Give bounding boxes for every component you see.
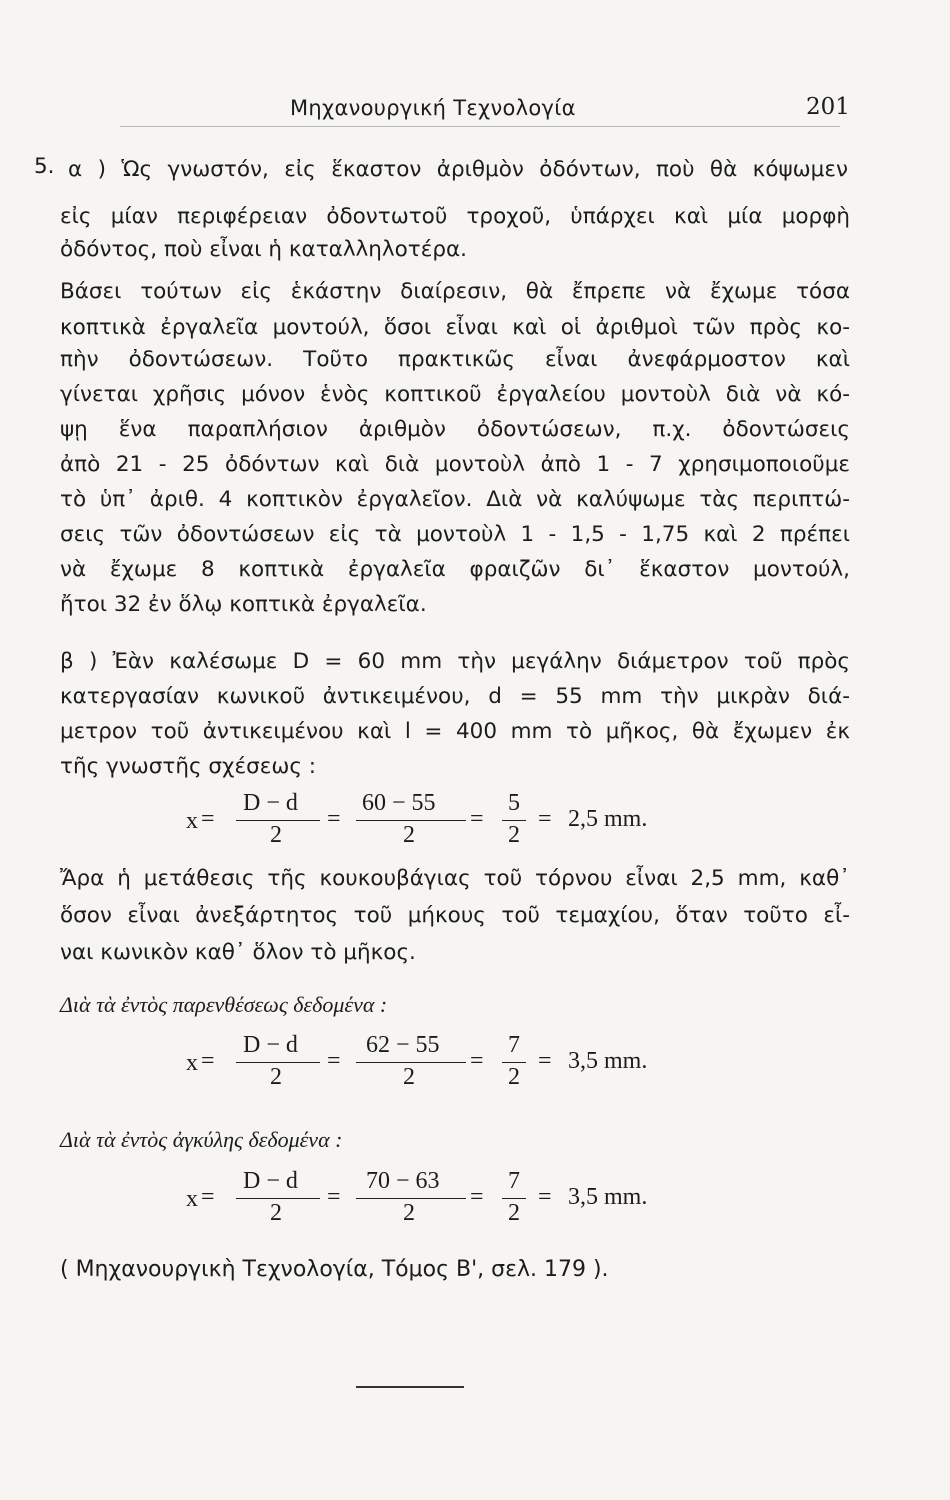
formula-2-frac1-den: 2 (270, 1064, 282, 1090)
part-b-line-4: τῆς γνωστῆς σχέσεως : (60, 754, 317, 779)
formula-2-equals: = (327, 1048, 341, 1074)
page-number: 201 (806, 94, 850, 120)
part-a-line-2: εἰς μίαν περιφέρειαν ὀδοντωτοῦ τροχοῦ, ὑπάρχει καὶ μία μορφὴ (60, 204, 850, 229)
conclusion-line-2: ὅσον εἶναι ἀνεξάρτητος τοῦ μήκους τοῦ τεμαχίου, ὅταν τοῦτο εἶ- (60, 903, 850, 928)
formula-2-frac3-num: 7 (508, 1032, 520, 1058)
part-a-line-12: νὰ ἔχωμε 8 κοπτικὰ ἐργαλεῖα φραιζῶν δι᾿ ἕκαστον μοντούλ, (60, 557, 850, 582)
formula-3 (0, 1166, 950, 1226)
part-a-line-10: τὸ ὑπ᾿ ἀριθ. 4 κοπτικὸν ἐργαλεῖον. Διὰ νὰ καλύψωμε τὰς περιπτώ- (60, 487, 850, 512)
part-a-line-1: α ) Ὡς γνωστόν, εἰς ἕκαστον ἀριθμὸν ὀδόντων, ποὺ θὰ κόψωμεν (68, 157, 848, 182)
part-a-line-13: ἤτοι 32 ἐν ὅλῳ κοπτικὰ ἐργαλεῖα. (60, 592, 427, 617)
formula-3-frac3-num: 7 (508, 1168, 520, 1194)
formula-1 (0, 788, 950, 848)
formula-2-equals: = (470, 1048, 484, 1074)
formula-3-lhs: x (186, 1186, 198, 1212)
formula-2-equals: = (538, 1048, 552, 1074)
formula-2-result: 3,5 mm. (568, 1048, 648, 1074)
conclusion-line-3: ναι κωνικὸν καθ᾿ ὅλον τὸ μῆκος. (60, 940, 416, 965)
formula-3-result: 3,5 mm. (568, 1184, 648, 1210)
part-a-line-7: γίνεται χρῆσις μόνον ἑνὸς κοπτικοῦ ἐργαλείου μοντοὺλ διὰ νὰ κό- (60, 382, 850, 407)
formula-1-equals: = (538, 806, 552, 832)
formula-1-lhs: x (186, 808, 198, 834)
formula-1-frac3-den: 2 (508, 822, 520, 848)
formula-1-frac1-den: 2 (270, 822, 282, 848)
formula-2 (0, 1030, 950, 1090)
formula-3-equals: = (327, 1184, 341, 1210)
formula-3-equals: = (201, 1184, 215, 1210)
part-b-line-3: μετρον τοῦ ἀντικειμένου καὶ l = 400 mm τὸ μῆκος, θὰ ἔχωμεν ἐκ (60, 719, 850, 744)
part-a-line-6: πὴν ὀδοντώσεων. Τοῦτο πρακτικῶς εἶναι ἀνεφάρμοστον καὶ (60, 347, 850, 372)
formula-1-equals: = (327, 806, 341, 832)
part-b-line-1: β ) Ἐὰν καλέσωμε D = 60 mm τὴν μεγάλην διάμετρον τοῦ πρὸς (60, 649, 850, 674)
running-header-title: Μηχανουργική Τεχνολογία (290, 96, 576, 120)
problem-number: 5. (34, 154, 55, 179)
formula-1-equals: = (470, 806, 484, 832)
part-a-line-5: κοπτικὰ ἐργαλεῖα μοντούλ, ὅσοι εἶναι καὶ οἱ ἀριθμοὶ τῶν πρὸς κο- (60, 315, 850, 340)
formula-3-frac3-den: 2 (508, 1200, 520, 1226)
formula-3-equals: = (470, 1184, 484, 1210)
case-parentheses-label: Διὰ τὰ ἐντὸς παρενθέσεως δεδομένα : (60, 992, 388, 1017)
section-end-rule (356, 1386, 464, 1388)
formula-1-frac2-den: 2 (403, 822, 415, 848)
formula-3-frac2-den: 2 (403, 1200, 415, 1226)
formula-2-frac1-num: D − d (243, 1032, 298, 1058)
formula-2-frac2-num: 62 − 55 (366, 1032, 440, 1058)
formula-3-frac1-num: D − d (243, 1168, 298, 1194)
conclusion-line-1: Ἄρα ἡ μετάθεσις τῆς κουκουβάγιας τοῦ τόρνου εἶναι 2,5 mm, καθ᾿ (60, 866, 850, 891)
header-rule (120, 126, 840, 127)
formula-1-result: 2,5 mm. (568, 806, 648, 832)
reference-citation: ( Μηχανουργικὴ Τεχνολογία, Τόμος Β', σελ. 179 ). (60, 1257, 609, 1282)
part-a-line-11: σεις τῶν ὀδοντώσεων εἰς τὰ μοντοὺλ 1 - 1,5 - 1,75 καὶ 2 πρέπει (60, 522, 850, 547)
formula-2-equals: = (201, 1048, 215, 1074)
case-brackets-label: Διὰ τὰ ἐντὸς ἀγκύλης δεδομένα : (60, 1127, 343, 1152)
formula-3-frac2-num: 70 − 63 (366, 1168, 440, 1194)
formula-1-frac2-num: 60 − 55 (362, 790, 436, 816)
part-a-line-9: ἀπὸ 21 - 25 ὀδόντων καὶ διὰ μοντοὺλ ἀπὸ 1 - 7 χρησιμοποιοῦμε (60, 452, 850, 477)
part-a-line-3: ὀδόντος, ποὺ εἶναι ἡ καταλληλοτέρα. (60, 237, 468, 262)
formula-1-frac3-num: 5 (508, 790, 520, 816)
formula-2-lhs: x (186, 1050, 198, 1076)
formula-2-frac3-den: 2 (508, 1064, 520, 1090)
part-a-line-8: ψῃ ἕνα παραπλήσιον ἀριθμὸν ὀδοντώσεων, π.χ. ὀδοντώσεις (60, 417, 850, 442)
formula-3-frac1-den: 2 (270, 1200, 282, 1226)
formula-2-frac2-den: 2 (403, 1064, 415, 1090)
part-a-line-4: Βάσει τούτων εἰς ἑκάστην διαίρεσιν, θὰ ἔπρεπε νὰ ἔχωμε τόσα (60, 279, 850, 304)
part-b-line-2: κατεργασίαν κωνικοῦ ἀντικειμένου, d = 55 mm τὴν μικρὰν διά- (60, 684, 850, 709)
formula-1-equals: = (201, 806, 215, 832)
formula-3-equals: = (538, 1184, 552, 1210)
formula-1-frac1-num: D − d (243, 790, 298, 816)
